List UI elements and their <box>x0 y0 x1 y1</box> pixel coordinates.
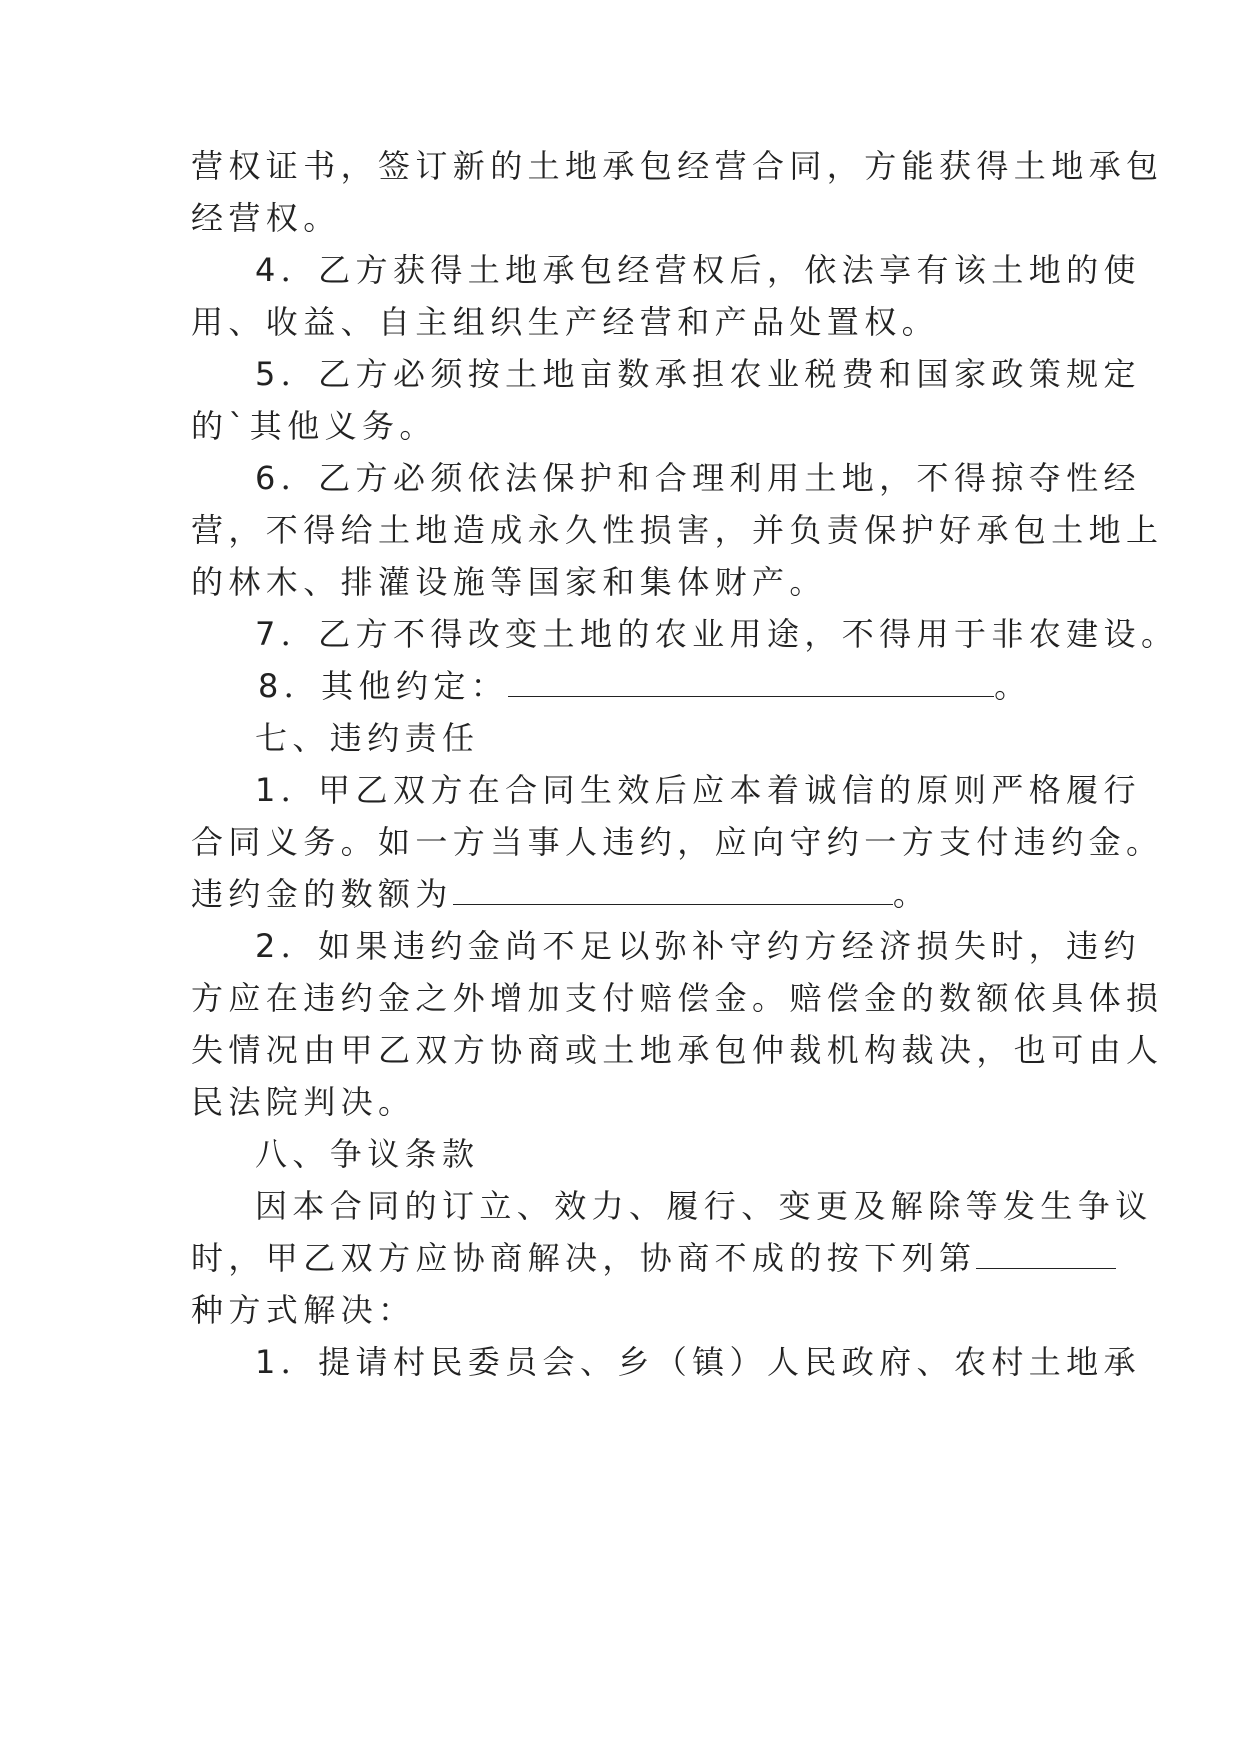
paragraph-line: 种方式解决： <box>191 1291 416 1329</box>
breach-clause-2-line: 2．如果违约金尚不足以弥补守约方经济损失时，违约 <box>255 927 1141 965</box>
other-terms-blank <box>508 666 994 697</box>
clause-7-line: 7．乙方不得改变土地的农业用途，不得用于非农建设。 <box>255 615 1179 653</box>
dispute-option-blank <box>976 1238 1116 1269</box>
breach-clause-1-line: 1．甲乙双方在合同生效后应本着诚信的原则严格履行 <box>255 771 1141 809</box>
section-heading-dispute: 八、争议条款 <box>255 1135 480 1173</box>
paragraph-line: 的林木、排灌设施等国家和集体财产。 <box>191 563 827 601</box>
paragraph-line: 营权证书，签订新的土地承包经营合同，方能获得土地承包 <box>191 147 1164 185</box>
paragraph-line: 的`其他义务。 <box>191 407 437 445</box>
clause-8-label: 8．其他约定： <box>258 667 509 705</box>
dispute-clause-1-line: 1．提请村民委员会、乡（镇）人民政府、农村土地承 <box>255 1343 1141 1381</box>
clause-8-end: 。 <box>994 667 1032 705</box>
penalty-amount-end: 。 <box>892 875 931 913</box>
penalty-amount-blank <box>453 874 893 905</box>
section-heading-breach: 七、违约责任 <box>255 719 480 757</box>
paragraph-line: 合同义务。如一方当事人违约，应向守约一方支付违约金。 <box>191 823 1164 861</box>
paragraph-line: 营，不得给土地造成永久性损害，并负责保护好承包土地上 <box>191 511 1164 549</box>
paragraph-line: 经营权。 <box>191 199 341 237</box>
dispute-option-label: 时，甲乙双方应协商解决，协商不成的按下列第 <box>191 1239 977 1277</box>
clause-4-line: 4．乙方获得土地承包经营权后，依法享有该土地的使 <box>255 251 1141 289</box>
paragraph-line: 民法院判决。 <box>191 1083 416 1121</box>
dispute-option-line <box>191 1238 1071 1278</box>
clause-5-line: 5．乙方必须按土地亩数承担农业税费和国家政策规定 <box>255 355 1141 393</box>
paragraph-line: 用、收益、自主组织生产经营和产品处置权。 <box>191 303 940 341</box>
penalty-amount-label: 违约金的数额为 <box>191 875 453 913</box>
penalty-amount-line <box>191 874 1071 914</box>
paragraph-line: 方应在违约金之外增加支付赔偿金。赔偿金的数额依具体损 <box>191 979 1164 1017</box>
dispute-paragraph-line: 因本合同的订立、效力、履行、变更及解除等发生争议 <box>255 1187 1153 1225</box>
clause-8-line <box>258 666 1138 706</box>
clause-6-line: 6．乙方必须依法保护和合理利用土地，不得掠夺性经 <box>255 459 1141 497</box>
paragraph-line: 失情况由甲乙双方协商或土地承包仲裁机构裁决，也可由人 <box>191 1031 1164 1069</box>
